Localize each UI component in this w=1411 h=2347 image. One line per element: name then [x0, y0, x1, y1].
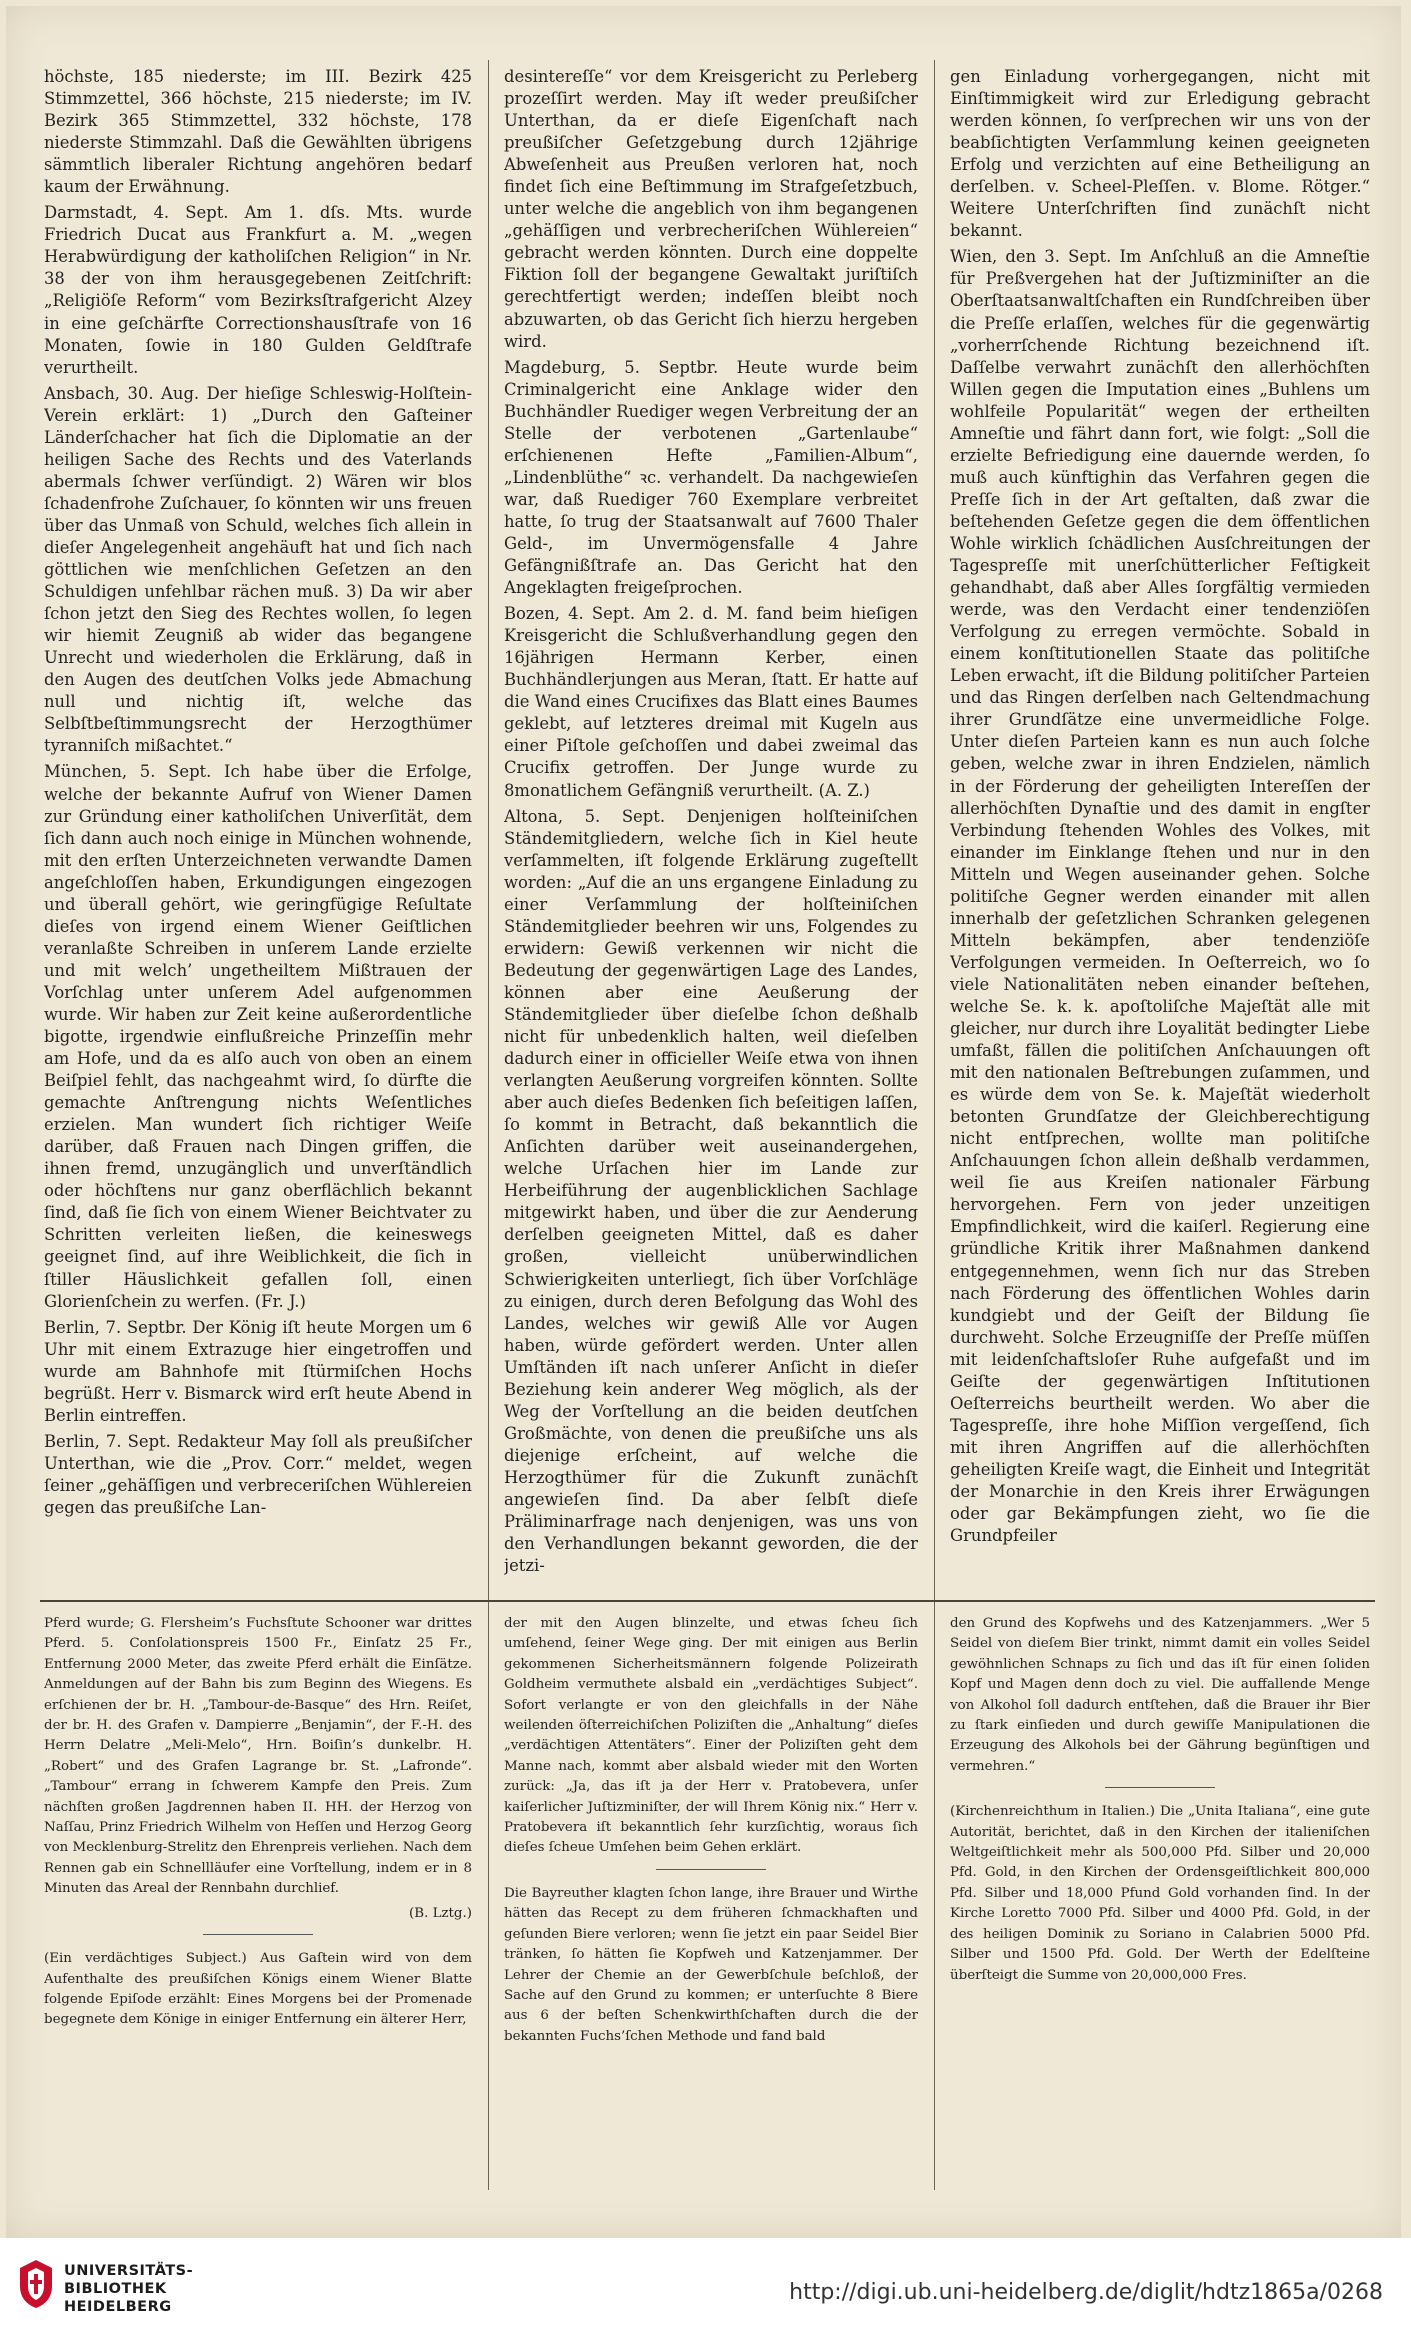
article-darmstadt: Darmstadt, 4. Sept. Am 1. dſs. Mts. wurde Friedrich Ducat aus Frankfurt a. M. „wegen Herabwürdigung der katholiſchen Religion“ in Nr. 38 der von ihm herausgegebenen Zeitſchrift: „Religiöſe Reform“ vom Bezirksſtrafgericht Alzey in eine geſchärfte Correctionshausſtrafe von 16 Monaten, ſowie in 180 Gulden Geldſtrafe verurtheilt. — [44, 203, 472, 377]
feuilleton-paragraph: (Kirchenreichthum in Italien.) Die „Unita Italiana“, eine gute Autorität, berichtet, daß in den Kirchen der italieniſchen Weltgeiſtlichkeit mehr als 500,000 Pfd. Silber und 20,000 Pfd. Gold, in den Kirchen der Ordensgeiſtlichkeit 800,000 Pfd. Silber und 18,000 Pfund Gold vorhanden ſind. In der Kirche Loretto 7000 Pfd. Silber und 4000 Pfd. Gold, in der des heiligen Dominik zu Soriano in Calabrien 5000 Pfd. Silber und 1500 Pfd. Gold. Der Werth der Edelſteine überſteigt die Summe von 20,000,000 Fres. — [950, 1804, 1370, 1983]
feuilleton-column-1 — [44, 1614, 472, 2174]
article-berlin-2: Berlin, 7. Sept. Redakteur May ſoll als preußiſcher Unterthan, wie die „Prov. Corr.“ meldet, wegen ſeiner „gehäſſigen und verbreceriſchen Wühlereien gegen das preußiſche Lan- — [44, 1431, 472, 1517]
article-altona: Altona, 5. Sept. Denjenigen holſteiniſchen Ständemitgliedern, welche ſich in Kiel heute verſammelten, iſt folgende Erklärung zugeſtellt worden: „Auf die an uns ergangene Einladung zu einer Verſammlung der holſteiniſchen Ständemitglieder beehren wir uns, Folgendes zu erwidern: Gewiß verkennen wir nicht die Bedeutung der gegenwärtigen Lage des Landes, können aber eine Aeußerung der Ständemitglieder über dieſelbe ſchon deßhalb nicht für unbedenklich halten, weil dieſelben dadurch einer in officieller Weiſe etwa von ihnen verlangten Aeußerung vorgreifen könnten. Sollte aber auch dieſes Bedenken ſich beſeitigen laſſen, ſo kommt in Betracht, daß bekanntlich die Anſichten darüber weit auseinandergehen, welche Urſachen hier im Lande zur Herbeiführung der augenblicklichen Sachlage mitgewirkt haben, und über die zur Aenderung derſelben geeigneten Mittel, daß es daher großen, vielleicht unüberwindlichen Schwierigkeiten unterliegt, ſich über Vorſchläge zu einigen, durch deren Befolgung das Wohl des Landes, welches wir gewiß Alle vor Augen haben, würde gefördert werden. Unter allen Umſtänden iſt nach unſerer Anſicht in dieſer Beziehung kein anderer Weg möglich, als der Weg der Vorſtellung an die beiden deutſchen Großmächte, von denen die preußiſche uns als diejenige erſcheint, auf welche die Herzogthümer für die Zukunft zunächſt angewieſen ſind. Da aber ſelbſt dieſe Präliminarfrage nach denjenigen, was uns von den Verhandlungen bekannt geworden, die der jetzi- — [504, 806, 918, 1576]
article-berlin-1: Berlin, 7. Septbr. Der König iſt heute Morgen um 6 Uhr mit einem Extrazuge hier eingetroffen und wurde am Bahnhofe mit ſtürmiſchen Hochs begrüßt. Herr v. Bismarck wird erſt heute Abend in Berlin eintreffen. — [44, 1317, 472, 1425]
article-paragraph: höchste, 185 niederste; im III. Bezirk 425 Stimmzettel, 366 höchste, 215 niederste; im IV. Bezirk 365 Stimmzettel, 332 höchste, 178 niederste Stimmzahl. Daß die Gewählten übrigens sämmtlich liberaler Richtung angehören bedarf kaum der Erwähnung. — [44, 67, 472, 197]
feuilleton-paragraph: Pferd wurde; G. Flersheim’s Fuchsſtute Schooner war drittes Pferd. 5. Conſolationspreis 1500 Fr., Einſatz 25 Fr., Entfernung 2000 Meter, das zweite Pferd erhält die Einſätze. Anmeldungen auf der Bahn bis zum Beginn des Wiegens. Es erſchienen der br. H. „Tambour-de-Basque“ des Hrn. Reiſet, der br. H. des Grafen v. Dampierre „Benjamin“, der F.-H. des Herrn Delatre „Meli-Melo“, Hrn. Boiſin’s dunkelbr. H. „Robert“ und des Grafen Lagrange br. St. „Lafronde“. „Tambour“ errang in ſchwerem Kampfe den Preis. Zum nächſten großen Jagdrennen haben II. HH. der Herzog von Naſſau, Prinz Friedrich Wilhelm von Heſſen und Herzog Georg von Mecklenburg-Strelitz den Ehrenpreis verliehen. Nach dem Rennen gab ein Schnellläufer eine Vorſtellung, indem er in 8 Minuten das Areal der Rennbahn durchlief. — [44, 1616, 472, 1897]
source-citation: (B. Lztg.) — [409, 1905, 472, 1921]
article-magdeburg: Magdeburg, 5. Septbr. Heute wurde beim Criminalgericht eine Anklage wider den Buchhändler Ruediger wegen Verbreitung der an Stelle der verbotenen „Gartenlaube“ erſchienenen Hefte „Familien-Album“, „Lindenblüthe“ ꝛc. verhandelt. Da nachgewieſen war, daß Ruediger 760 Exemplare verbreitet hatte, ſo trug der Staatsanwalt auf 7600 Thaler Geld-, im Unvermögensfalle 4 Jahre Gefängnißſtrafe an. Das Gericht hat den Angeklagten freigeſprochen. — [504, 357, 918, 598]
column-divider — [934, 60, 935, 2190]
library-name-line: HEIDELBERG — [64, 2299, 172, 2315]
footer-bar — [0, 2238, 1411, 2347]
article-wien: Wien, den 3. Sept. Im Anſchluß an die Amneſtie für Preßvergehen hat der Juſtizminiſter an die Oberſtaatsanwaltſchaften ein Rundſchreiben über die Preſſe erlaſſen, welches für die gegenwärtig „vorherrſchende Richtung bezeichnend iſt. Daſſelbe verwahrt zunächſt den allerhöchſten Willen gegen die Imputation eines „Buhlens um wohlfeile Popularität“ wegen der ertheilten Amneſtie und fährt dann fort, wie folgt: „Soll die erzielte Befriedigung eine dauernde werden, ſo muß auch künftighin das Verfahren gegen die Preſſe ſich in der Art geſtalten, daß zwar die beſtehenden Geſetze gegen die dem öffentlichen Wohle wirklich ſchädlichen Ausſchreitungen der Tagespreſſe mit unerſchütterlicher Feſtigkeit gehandhabt, daß aber Alles ſorgfältig vermieden werde, was den Verdacht einer tendenziöſen Verfolgung zu erregen vermöchte. Sobald in einem konſtitutionellen Staate das politiſche Leben erwacht, iſt die Bildung politiſcher Parteien und das Ringen derſelben nach Geltendmachung ihrer Grundſätze eine unvermeidliche Folge. Unter dieſen Parteien kann es nun auch ſolche geben, welche zwar in ihren Endzielen, nämlich in der Förderung der geheiligten Intereſſen der allerhöchſten Dynaſtie und des damit in engſter Verbindung ſtehenden Wohles des Volkes, mit einander im Einklange ſtehen und nur in den Mitteln und Wegen auseinander gehen. Solche politiſche Gegner werden einander mit allen innerhalb der geſetzlichen Schranken gelegenen Mitteln bekämpfen, aber tendenziöſe Verfolgungen vermeiden. In Oeſterreich, wo ſo viele Nationalitäten neben einander beſtehen, welche Se. k. k. apoſtoliſche Majeſtät alle mit gleicher, nur durch ihre Loyalität bedingter Liebe umfaßt, fällen die politiſchen Anſchauungen oft mit den nationalen Beſtrebungen zuſammen, und es würde dem von Se. k. Majeſtät wiederholt betonten Grundſatze der Gleichberechtigung nicht entſprechen, wollte man politiſche Anſchauungen ſchon allein deßhalb verdammen, weil ſie aus Kreiſen nationaler Färbung hervorgehen. Fern von jeder unzeitigen Empfindlichkeit, wird die kaiſerl. Regierung eine gründliche Kritik ihrer Maßnahmen dankend entgegennehmen, wenn ſich nur das Streben nach Förderung des öffentlichen Wohles darin kundgiebt und der Geiſt der Bildung ſie durchweht. Solche Erzeugniſſe der Preſſe müſſen mit leidenſchaftsloſer Ruhe aufgefaßt und im Geiſte der gegenwärtigen Inſtitutionen Oeſterreichs beurtheilt werden. Wo aber die Tagespreſſe, ihre hohe Miſſion vergeſſend, ſich mit ihren Angriffen auf die allerhöchſten geheiligten Kreiſe wagt, die Einheit und Integrität der Monarchie in den Kreis ihrer Erwägungen oder gar Bekämpfungen zieht, wo ſie die Grundpfeiler — [950, 247, 1370, 1546]
university-seal-icon — [16, 2258, 56, 2310]
news-column-1 — [44, 66, 472, 1591]
feuilleton-paragraph: Die Bayreuther klagten ſchon lange, ihre Brauer und Wirthe hätten das Recept zu dem früheren ſchmackhaften und geſunden Biere verloren; wenn ſie jetzt ein paar Seidel Bier tränken, ſo hätten ſie Kopfweh und Katzenjammer. Der Lehrer der Chemie an der Gewerbſchule beſchloß, der Sache auf den Grund zu kommen; er unterſuchte 8 Biere aus 6 der beſten Schenkwirthſchaften durch die der bekannten Fuchs’ſchen Methode und fand bald — [504, 1885, 918, 2044]
column-divider — [488, 60, 489, 2190]
article-bozen: Bozen, 4. Sept. Am 2. d. M. fand beim hieſigen Kreisgericht die Schlußverhandlung gegen den 16jährigen Hermann Kerber, einen Buchhändlerjungen aus Meran, ſtatt. Er hatte auf die Wand eines Crucifixes das Blatt eines Baumes geklebt, auf letzteres dreimal mit Kugeln aus einer Piſtole geſchoſſen und dabei zweimal das Crucifix getroffen. Der Junge wurde zu 8monatlichem Gefängniß verurtheilt. (A. Z.) — [504, 604, 918, 800]
news-column-3 — [950, 66, 1370, 1591]
short-divider — [1105, 1787, 1215, 1788]
article-muenchen: München, 5. Sept. Ich habe über die Erfolge, welche der bekannte Aufruf von Wiener Damen zur Gründung einer katholiſchen Univerſität, dem ſich dann auch noch einige in München wohnende, mit den erſten Unterzeichneten verwandte Damen angeſchloſſen haben, Erkundigungen eingezogen und überall gehört, wie geringfügige Reſultate dieſes von irgend einem Wiener Geiſtlichen veranlaßte Schreiben in unſerem Lande erzielte und mit welch’ ungetheiltem Mißtrauen der Vorſchlag unter unſerem Adel aufgenommen wurde. Wir haben zur Zeit keine außerordentliche bigotte, irgendwie einflußreiche Prinzeſſin mehr am Hofe, und da es alſo auch von oben an einem Beiſpiel fehlt, das nachgeahmt wird, ſo dürfte die gemachte Anſtrengung nichts Weſentliches erzielen. Man wundert ſich richtiger Weiſe darüber, daß Frauen nach Dingen griffen, die ihnen fremd, unzugänglich und unverſtändlich oder höchſtens nur ganz oberflächlich bekannt ſind, daß ſie ſich von einem Wiener Beichtvater zu Schritten verleiten ließen, die keineswegs geeignet ſind, auf ihre Weiblichkeit, die ſich in ſtiller Häuslichkeit gefallen ſoll, einen Glorienſchein zu werfen. (Fr. J.) — [44, 762, 472, 1311]
feuilleton-column-3 — [950, 1614, 1370, 2174]
short-divider — [656, 1869, 766, 1870]
feuilleton-paragraph: den Grund des Kopfwehs und des Katzenjammers. „Wer 5 Seidel von dieſem Bier trinkt, nimmt damit ein volles Seidel gewöhnlichen Schnaps zu ſich und das iſt für einen ſoliden Kopf und Magen denn doch zu viel. Die auffallende Menge von Alkohol ſoll dadurch entſtehen, daß die Brauer ihr Bier zu ſtark einſieden und durch gewiſſe Manipulationen die Erzeugung des Alkohols bei der Gährung begünſtigen und vermehren.“ — [950, 1616, 1370, 1774]
article-paragraph: desintereſſe“ vor dem Kreisgericht zu Perleberg prozeſſirt werden. May iſt weder preußiſcher Unterthan, da er dieſe Eigenſchaft nach preußiſcher Geſetzgebung durch 12jährige Abweſenheit aus Preußen verloren hat, noch findet ſich eine Beſtimmung im Strafgeſetzbuch, unter welche die angeblich von ihm begangenen „gehäſſigen und verbrecheriſchen Wühlereien“ gebracht werden könnten. Durch eine doppelte Fiktion ſoll der begangene Gewaltakt juriſtiſch gerechtfertigt werden; indeſſen bleibt noch abzuwarten, ob das Gericht ſich hierzu hergeben wird. — [504, 67, 918, 351]
library-name — [64, 2262, 193, 2316]
permalink-url[interactable]: http://digi.ub.uni-heidelberg.de/diglit/hdtz1865a/0268 — [789, 2280, 1383, 2305]
article-paragraph: gen Einladung vorhergegangen, nicht mit Einſtimmigkeit wird zur Erledigung gebracht werden können, ſo verſprechen wir uns von der beabſichtigten Verſammlung keinen geeigneten Erfolg und verzichten auf eine Betheiligung an derſelben. v. Scheel-Pleſſen. v. Blome. Rötger.“ Weitere Unterſchriften ſind zunächſt nicht bekannt. — [950, 67, 1370, 241]
news-column-2 — [504, 66, 918, 1591]
library-name-line: BIBLIOTHEK — [64, 2281, 167, 2297]
feuilleton-column-2 — [504, 1614, 918, 2174]
feuilleton-paragraph: der mit den Augen blinzelte, und etwas ſcheu ſich umſehend, ſeiner Wege ging. Der mit einigen aus Berlin gekommenen Sicherheitsmännern folgende Polizeirath Goldheim vermuthete alsbald ein „verdächtiges Subject“. Sofort verlangte er von den gleichfalls in der Nähe weilenden öſterreichiſchen Poliziſten die „Anhaltung“ dieſes „verdächtigen Attentäters“. Einer der Poliziſten geht dem Manne nach, kommt aber alsbald wieder mit den Worten zurück: „Ja, das iſt ja der Herr v. Pratobevera, unſer kaiſerlicher Juſtizminiſter, der will Ihrem König nix.“ Herr v. Pratobevera iſt bekanntlich ſehr kurzſichtig, woraus ſich dieſes ſcheue Umſehen beim Gehen erklärt. — [504, 1616, 918, 1856]
section-divider — [40, 1600, 1375, 1602]
short-divider — [203, 1934, 313, 1935]
feuilleton-paragraph: (Ein verdächtiges Subject.) Aus Gaſtein wird von dem Aufenthalte des preußiſchen Königs einem Wiener Blatte folgende Epiſode erzählt: Eines Morgens bei der Promenade begegnete dem Könige in einiger Entfernung ein älterer Herr, — [44, 1951, 472, 2028]
library-name-line: UNIVERSITÄTS- — [64, 2263, 194, 2279]
article-ansbach: Ansbach, 30. Aug. Der hieſige Schleswig-Holſtein-Verein erklärt: 1) „Durch den Gaſteiner Länderſchacher hat ſich die Diplomatie an der heiligen Sache des Rechts und des Vaterlands abermals ſchwer verſündigt. 2) Wären wir blos ſchadenfrohe Zuſchauer, ſo könnten wir uns freuen über das Unmaß von Schuld, welches ſich allein in dieſer Angelegenheit angehäuft hat und ſich nach göttlichen wie menſchlichen Geſetzen an den Schuldigen unfehlbar rächen muß. 3) Da wir aber ſchon jetzt den Sieg des Rechtes wollen, ſo legen wir hiemit Zeugniß ab wider das begangene Unrecht und wiederholen die Erklärung, daß in den Augen des deutſchen Volks jede Abmachung null und nichtig iſt, welche das Selbſtbeſtimmungsrecht der Herzogthümer tyranniſch mißachtet.“ — [44, 383, 472, 756]
